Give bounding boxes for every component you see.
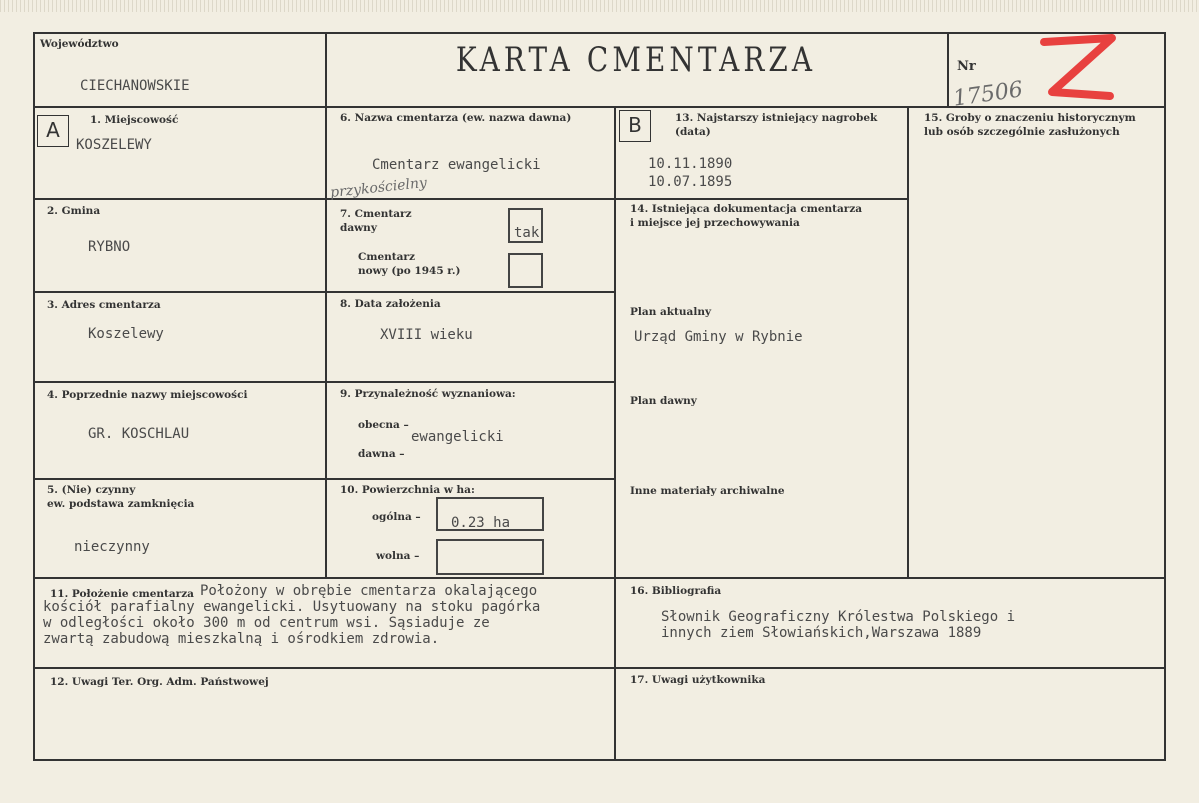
section-b-box: B [619, 110, 651, 142]
field-8-value: XVIII wieku [380, 327, 473, 343]
field-11-line-3: w odległości około 300 m od centrum wsi. Sąsiaduje ze [43, 615, 490, 631]
field-17-label: 17. Uwagi użytkownika [630, 674, 766, 686]
field-4-label: 4. Poprzednie nazwy miejscowości [47, 389, 248, 401]
field-2-label: 2. Gmina [47, 205, 101, 217]
field-6-handwritten: przykościelny [329, 174, 428, 202]
field-9-current-value: ewangelicki [411, 429, 504, 445]
field-5-value: nieczynny [74, 539, 150, 555]
field-11-line-2: kościół parafialny ewangelicki. Usytuowany na stoku pagórka [43, 599, 541, 615]
field-9-label: 9. Przynależność wyznaniowa: [340, 388, 516, 400]
field-9-current-label: obecna – [358, 419, 409, 431]
field-13-date-1: 10.11.1890 [648, 156, 733, 172]
field-10-total-label: ogólna – [372, 511, 421, 523]
field-11-line-4: zwartą zabudową mieszkalną i ośrodkiem zdrowia. [43, 631, 440, 647]
field-7-old-label: 7. Cmentarz dawny [340, 208, 412, 234]
field-6-label: 6. Nazwa cmentarza (ew. nazwa dawna) [340, 112, 572, 124]
field-7-old-value: tak [514, 225, 540, 241]
field-6-value: Cmentarz ewangelicki [372, 157, 541, 173]
field-8-label: 8. Data założenia [340, 298, 441, 310]
field-15-label: 15. Groby o znaczeniu historycznym lub osób szczególnie zasłużonych [924, 112, 1136, 138]
field-10-total-value: 0.23 ha [451, 515, 511, 531]
field-13-date-2: 10.07.1895 [648, 174, 733, 190]
field-2-value: RYBNO [88, 239, 131, 255]
field-1-value: KOSZELEWY [76, 137, 152, 153]
voivodeship-label: Województwo [40, 38, 119, 50]
field-7-new-box [508, 253, 543, 288]
field-5-label: 5. (Nie) czynny ew. podstawa zamknięcia [47, 484, 195, 510]
other-materials-label: Inne materiały archiwalne [630, 485, 785, 497]
red-z-mark [1030, 30, 1120, 108]
field-10-free-label: wolna – [376, 550, 420, 562]
field-13-label: 13. Najstarszy istniejący nagrobek (data) [675, 112, 878, 138]
section-a-box: A [37, 115, 69, 147]
field-4-value: GR. KOSCHLAU [88, 426, 190, 442]
number-label: Nr [957, 59, 976, 74]
field-3-value: Koszelewy [88, 326, 164, 342]
field-16-label: 16. Bibliografia [630, 585, 722, 597]
voivodeship-value: CIECHANOWSKIE [80, 78, 190, 94]
field-11-label: 11. Położenie cmentarza [50, 588, 194, 600]
field-3-label: 3. Adres cmentarza [47, 299, 161, 311]
field-11-line-1: Położony w obrębie cmentarza okalającego [200, 583, 538, 599]
field-12-label: 12. Uwagi Ter. Org. Adm. Państwowej [50, 676, 269, 688]
bibliography-line-1: Słownik Geograficzny Królestwa Polskiego i [661, 609, 1016, 625]
field-9-former-label: dawna – [358, 448, 405, 460]
field-10-free-box [436, 539, 544, 575]
field-15-cell [907, 106, 1166, 579]
number-value: 17506 [951, 77, 1025, 112]
field-14-label: 14. Istniejąca dokumentacja cmentarza i miejsce jej przechowywania [630, 203, 863, 229]
plan-current-label: Plan aktualny [630, 306, 712, 318]
paper-edge [0, 0, 1199, 12]
card-title: KARTA CMENTARZA [455, 40, 817, 80]
plan-current-value: Urząd Gminy w Rybnie [634, 329, 803, 345]
plan-old-label: Plan dawny [630, 395, 697, 407]
field-7-new-label: Cmentarz nowy (po 1945 r.) [358, 251, 461, 277]
bibliography-line-2: innych ziem Słowiańskich,Warszawa 1889 [661, 625, 982, 641]
field-1-label: 1. Miejscowość [90, 114, 179, 126]
field-10-label: 10. Powierzchnia w ha: [340, 484, 475, 496]
field-14-cell [614, 198, 909, 579]
